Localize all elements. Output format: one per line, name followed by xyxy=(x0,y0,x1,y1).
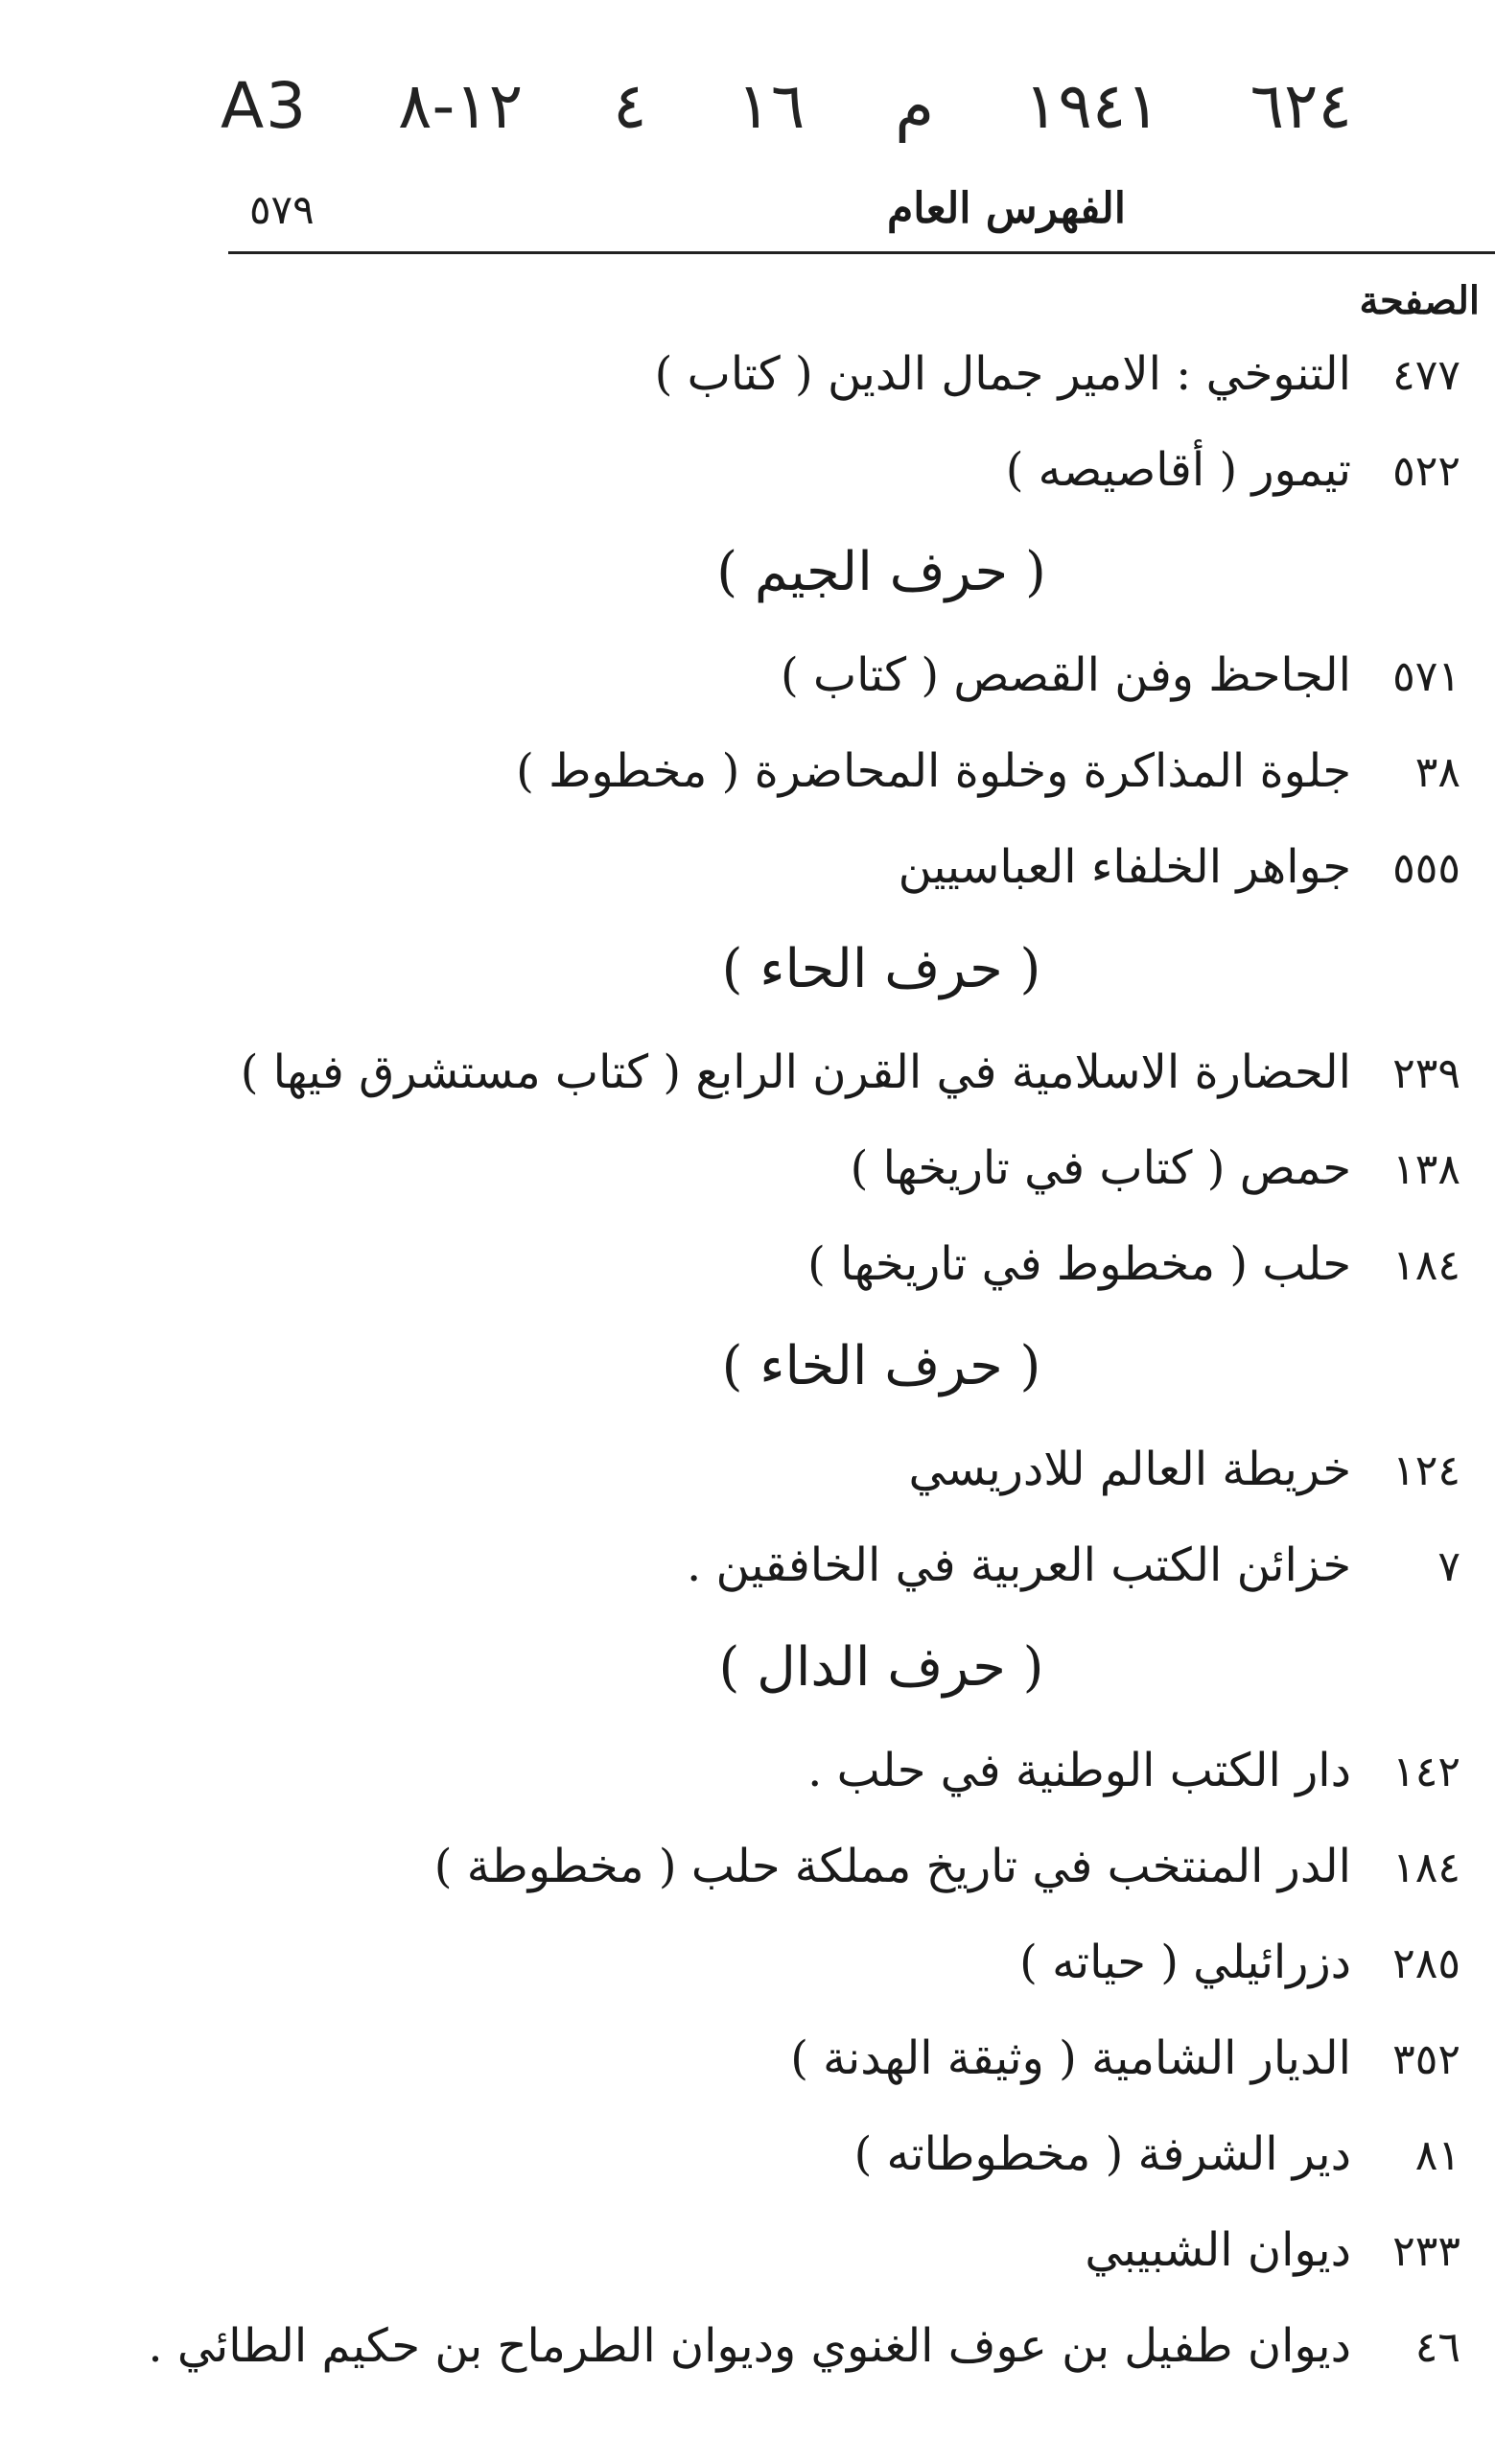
handwritten-reference-note xyxy=(221,53,1352,158)
index-entry xyxy=(37,819,1495,915)
entry-title: خزائن الكتب العربية في الخافقين . xyxy=(687,1538,1351,1592)
entry-page-number: ٧ xyxy=(1437,1542,1460,1591)
entry-title: الجاحظ وفن القصص ( كتاب ) xyxy=(780,648,1351,702)
handnote-part: ٤ xyxy=(613,68,647,143)
entry-title: دزرائيلي ( حياته ) xyxy=(1019,1936,1351,1989)
entry-title: دير الشرفة ( مخطوطاته ) xyxy=(853,2127,1351,2181)
entry-title: تيمور ( أقاصيصه ) xyxy=(1005,443,1351,497)
index-entry xyxy=(37,422,1495,518)
handnote-part: ١٦ xyxy=(736,68,806,143)
entry-title: ديوان طفيل بن عوف الغنوي وديوان الطرماح بن حكيم الطائي . xyxy=(148,2319,1351,2373)
entry-page-number: ٣٥٢ xyxy=(1392,2035,1460,2084)
entry-page-number: ٥٢٢ xyxy=(1392,447,1460,496)
entry-page-number: ١٣٨ xyxy=(1392,1145,1460,1194)
entry-title: التنوخي : الامير جمال الدين ( كتاب ) xyxy=(654,347,1351,401)
index-entry xyxy=(37,1819,1495,1914)
entry-page-number: ٣٨ xyxy=(1414,748,1460,797)
section-heading: ( حرف الجيم ) xyxy=(716,541,1046,603)
page-column-label: الصفحة xyxy=(1359,278,1480,323)
entry-page-number: ٥٥٥ xyxy=(1392,844,1460,893)
index-entry xyxy=(37,1723,1495,1819)
entry-page-number: ١٨٤ xyxy=(1392,1241,1460,1290)
page-number: ٥٧٩ xyxy=(249,186,315,233)
entry-title: ديوان الشبيبي xyxy=(1085,2223,1351,2277)
index-entry xyxy=(37,1914,1495,2010)
header-divider xyxy=(228,251,1495,254)
entry-title: دار الكتب الوطنية في حلب . xyxy=(807,1744,1351,1797)
entry-title: حمص ( كتاب في تاريخها ) xyxy=(850,1141,1351,1195)
entry-page-number: ٤٦ xyxy=(1414,2323,1460,2372)
entry-page-number: ٤٧٧ xyxy=(1392,351,1460,400)
entry-title: الحضارة الاسلامية في القرن الرابع ( كتاب مستشرق فيها ) xyxy=(240,1045,1351,1099)
entry-title: الديار الشامية ( وثيقة الهدنة ) xyxy=(790,2031,1351,2085)
section-heading: ( حرف الحاء ) xyxy=(721,938,1041,1000)
entry-page-number: ٨١ xyxy=(1414,2131,1460,2180)
entry-page-number: ١٤٢ xyxy=(1392,1748,1460,1796)
index-entry xyxy=(37,1216,1495,1312)
handnote-part: م xyxy=(895,68,935,143)
index-entry xyxy=(37,1421,1495,1517)
entry-page-number: ١٨٤ xyxy=(1392,1843,1460,1892)
index-entry xyxy=(37,627,1495,723)
index-entry xyxy=(37,2298,1495,2394)
entry-title: حلب ( مخطوط في تاريخها ) xyxy=(807,1237,1351,1291)
entry-page-number: ٥٧١ xyxy=(1392,652,1460,701)
index-entry xyxy=(37,1024,1495,1120)
page-header xyxy=(230,173,1495,259)
index-entry xyxy=(37,1517,1495,1613)
index-entry xyxy=(37,723,1495,819)
page-title: الفهرس العام xyxy=(887,184,1126,233)
entry-page-number: ٢٣٩ xyxy=(1392,1049,1460,1098)
handnote-part: A3 xyxy=(221,68,309,143)
section-heading: ( حرف الدال ) xyxy=(718,1636,1044,1699)
index-entry xyxy=(37,1120,1495,1216)
entry-page-number: ٢٣٣ xyxy=(1392,2227,1460,2276)
entry-page-number: ١٢٤ xyxy=(1392,1446,1460,1495)
index-entry xyxy=(37,2106,1495,2202)
section-heading: ( حرف الخاء ) xyxy=(721,1335,1041,1397)
entry-title: جلوة المذاكرة وخلوة المحاضرة ( مخطوط ) xyxy=(516,744,1351,798)
entry-title: خريطة العالم للادريسي xyxy=(908,1443,1351,1496)
handnote-part: ١٢-٨ xyxy=(398,68,524,143)
index-entry xyxy=(37,2202,1495,2298)
entry-title: جواهر الخلفاء العباسيين xyxy=(898,840,1351,894)
handnote-part: ٦٢٤ xyxy=(1250,68,1352,143)
index-list xyxy=(37,326,1495,2394)
entry-page-number: ٢٨٥ xyxy=(1392,1939,1460,1988)
handnote-part: ١٩٤١ xyxy=(1023,68,1160,143)
index-entry xyxy=(37,326,1495,422)
entry-title: الدر المنتخب في تاريخ مملكة حلب ( مخطوطة ) xyxy=(433,1840,1351,1893)
index-entry xyxy=(37,2010,1495,2106)
